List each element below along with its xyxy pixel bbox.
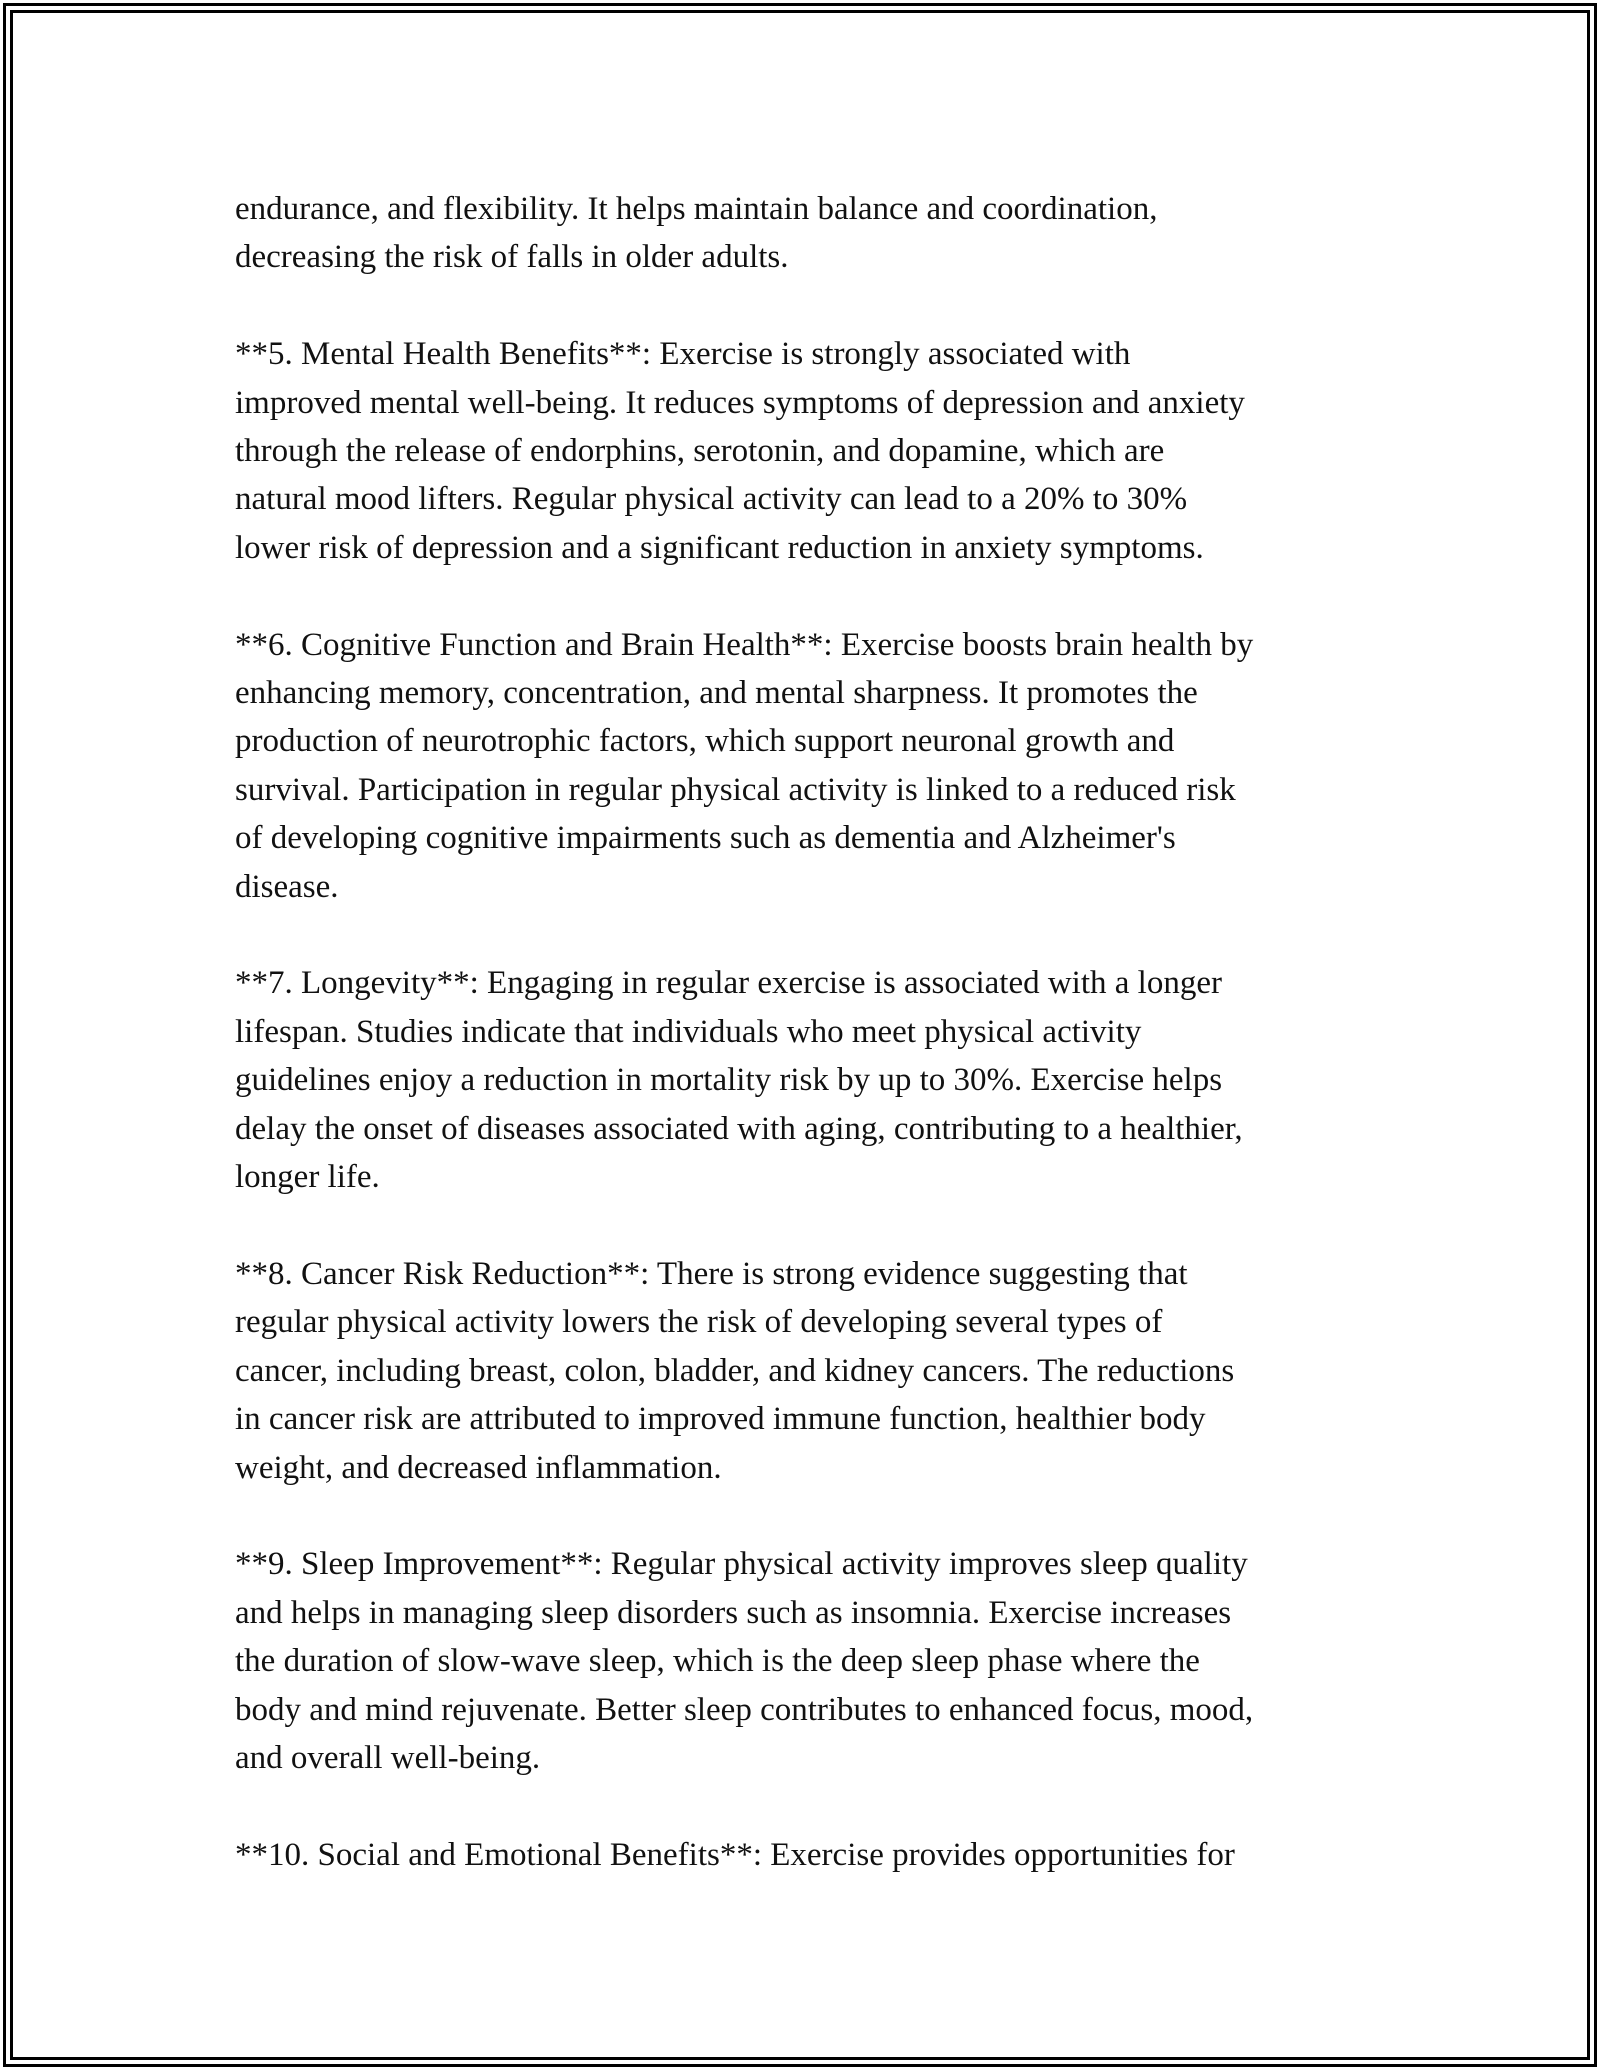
paragraph-mental-health-benefits: **5. Mental Health Benefits**: Exercise is strongly associated with improved mental well-being. It reduces symptoms of depression and anxiety through the release of endorphins, serotonin, and dopamine, which are natural mood lifters. Regular physical activity can lead to a 20% to 30% lower risk of depression and a significant reduction in anxiety symptoms. (235, 336, 1245, 566)
document-body (235, 185, 1385, 1928)
paragraph-longevity: **7. Longevity**: Engaging in regular exercise is associated with a longer lifespan. Studies indicate that individuals who meet physical activity guidelines enjoy a reduction in mortality risk by up to 30%. Exercise helps delay the onset of diseases associated with aging, contributing to a healthier, longer life. (235, 965, 1243, 1196)
paragraph-social-emotional-benefits: **10. Social and Emotional Benefits**: Exercise provides opportunities for (235, 1836, 1235, 1873)
paragraph-cancer-risk-reduction: **8. Cancer Risk Reduction**: There is strong evidence suggesting that regular physical activity lowers the risk of developing several types of cancer, including breast, colon, bladder, and kidney cancers. The reductions in cancer risk are attributed to improved immune function, healthier body weight, and decreased inflammation. (235, 1255, 1235, 1486)
paragraph-endurance-continuation: endurance, and flexibility. It helps maintain balance and coordination, decreasing the risk of falls in older adults. (235, 191, 1158, 276)
paragraph-sleep-improvement: **9. Sleep Improvement**: Regular physical activity improves sleep quality and helps in managing sleep disorders such as insomnia. Exercise increases the duration of slow-wave sleep, which is the deep sleep phase where the body and mind rejuvenate. Better sleep contributes to enhanced focus, mood, and overall well-being. (235, 1546, 1254, 1776)
paragraph-cognitive-function: **6. Cognitive Function and Brain Health**: Exercise boosts brain health by enhancing memory, concentration, and mental sharpness. It promotes the production of neurotrophic factors, which support neuronal growth and survival. Participation in regular physical activity is linked to a reduced risk of developing cognitive impairments such as dementia and Alzheimer's disease. (235, 626, 1254, 905)
